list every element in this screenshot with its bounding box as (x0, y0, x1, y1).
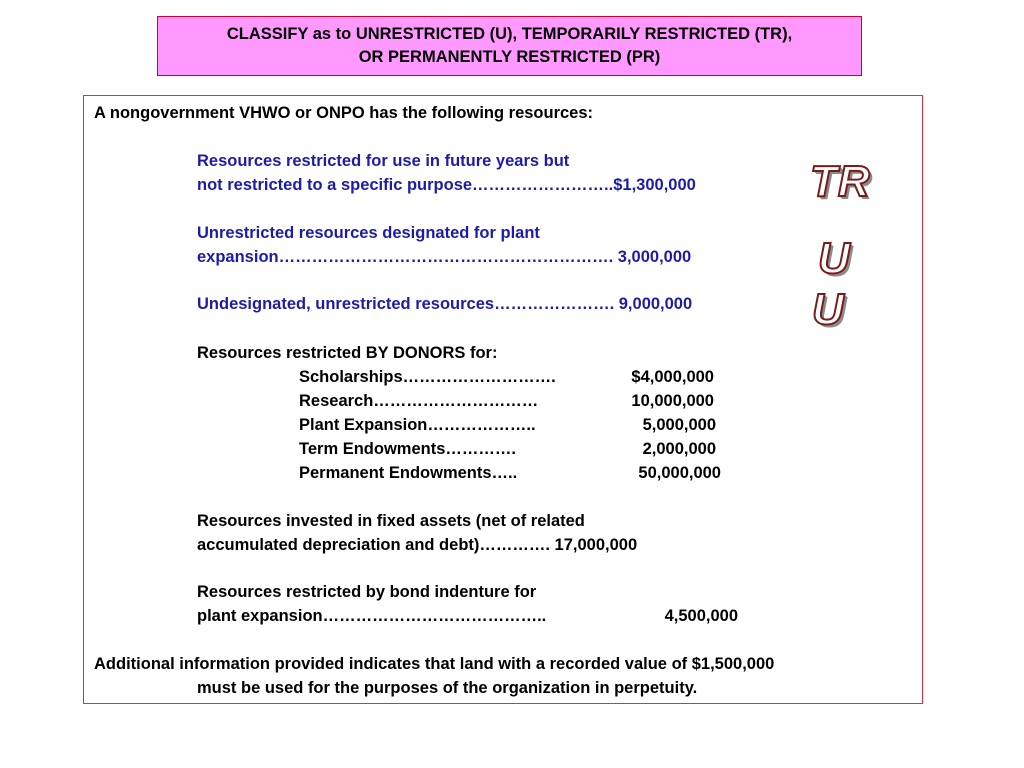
tag-tr: TR (810, 157, 871, 206)
plant-designated-line-2: expansion……………………………………………………. 3,000,000 (197, 248, 692, 266)
additional-line-2: must be used for the purposes of the organization in perpetuity. (197, 679, 698, 697)
donors-heading: Resources restricted BY DONORS for: (197, 344, 498, 362)
title-line-1: CLASSIFY as to UNRESTRICTED (U), TEMPORARILY RESTRICTED (TR), (226, 25, 793, 43)
donor-row-label: Term Endowments…………. (299, 440, 516, 458)
undesignated-line: Undesignated, unrestricted resources…………………. 9,000,000 (197, 295, 693, 313)
title-line-2: OR PERMANENTLY RESTRICTED (PR) (358, 48, 661, 66)
donor-row-amount: 50,000,000 (638, 464, 721, 482)
donor-row-amount: 5,000,000 (642, 416, 716, 434)
additional-line-1: Additional information provided indicates that land with a recorded value of $1,500,000 (94, 655, 775, 673)
donor-row-label: Plant Expansion……………….. (299, 416, 536, 434)
donor-row-label: Scholarships………………………. (299, 368, 556, 386)
future-years-line-2: not restricted to a specific purpose……………………..$1,300,000 (197, 176, 696, 194)
bond-line-2: plant expansion………………………………….. (197, 607, 547, 625)
donor-row-amount: 2,000,000 (642, 440, 716, 458)
fixed-assets-line-1: Resources invested in fixed assets (net of related (197, 512, 585, 530)
future-years-line-1: Resources restricted for use in future years but (197, 152, 570, 170)
tag-u-2: U (812, 285, 845, 334)
bond-amount: 4,500,000 (664, 607, 738, 625)
plant-designated-line-1: Unrestricted resources designated for plant (197, 224, 540, 242)
donor-row-amount: 10,000,000 (631, 392, 714, 410)
donor-row-label: Permanent Endowments….. (299, 464, 518, 482)
bond-line-1: Resources restricted by bond indenture for (197, 583, 537, 601)
intro-text: A nongovernment VHWO or ONPO has the following resources: (94, 104, 594, 122)
title-box (157, 16, 862, 76)
fixed-assets-line-2: accumulated depreciation and debt)…………. 17,000,000 (197, 536, 638, 554)
tag-u-1: U (818, 234, 851, 283)
donor-row-amount: $4,000,000 (631, 368, 714, 386)
donor-row-label: Research………………………… (299, 392, 539, 410)
